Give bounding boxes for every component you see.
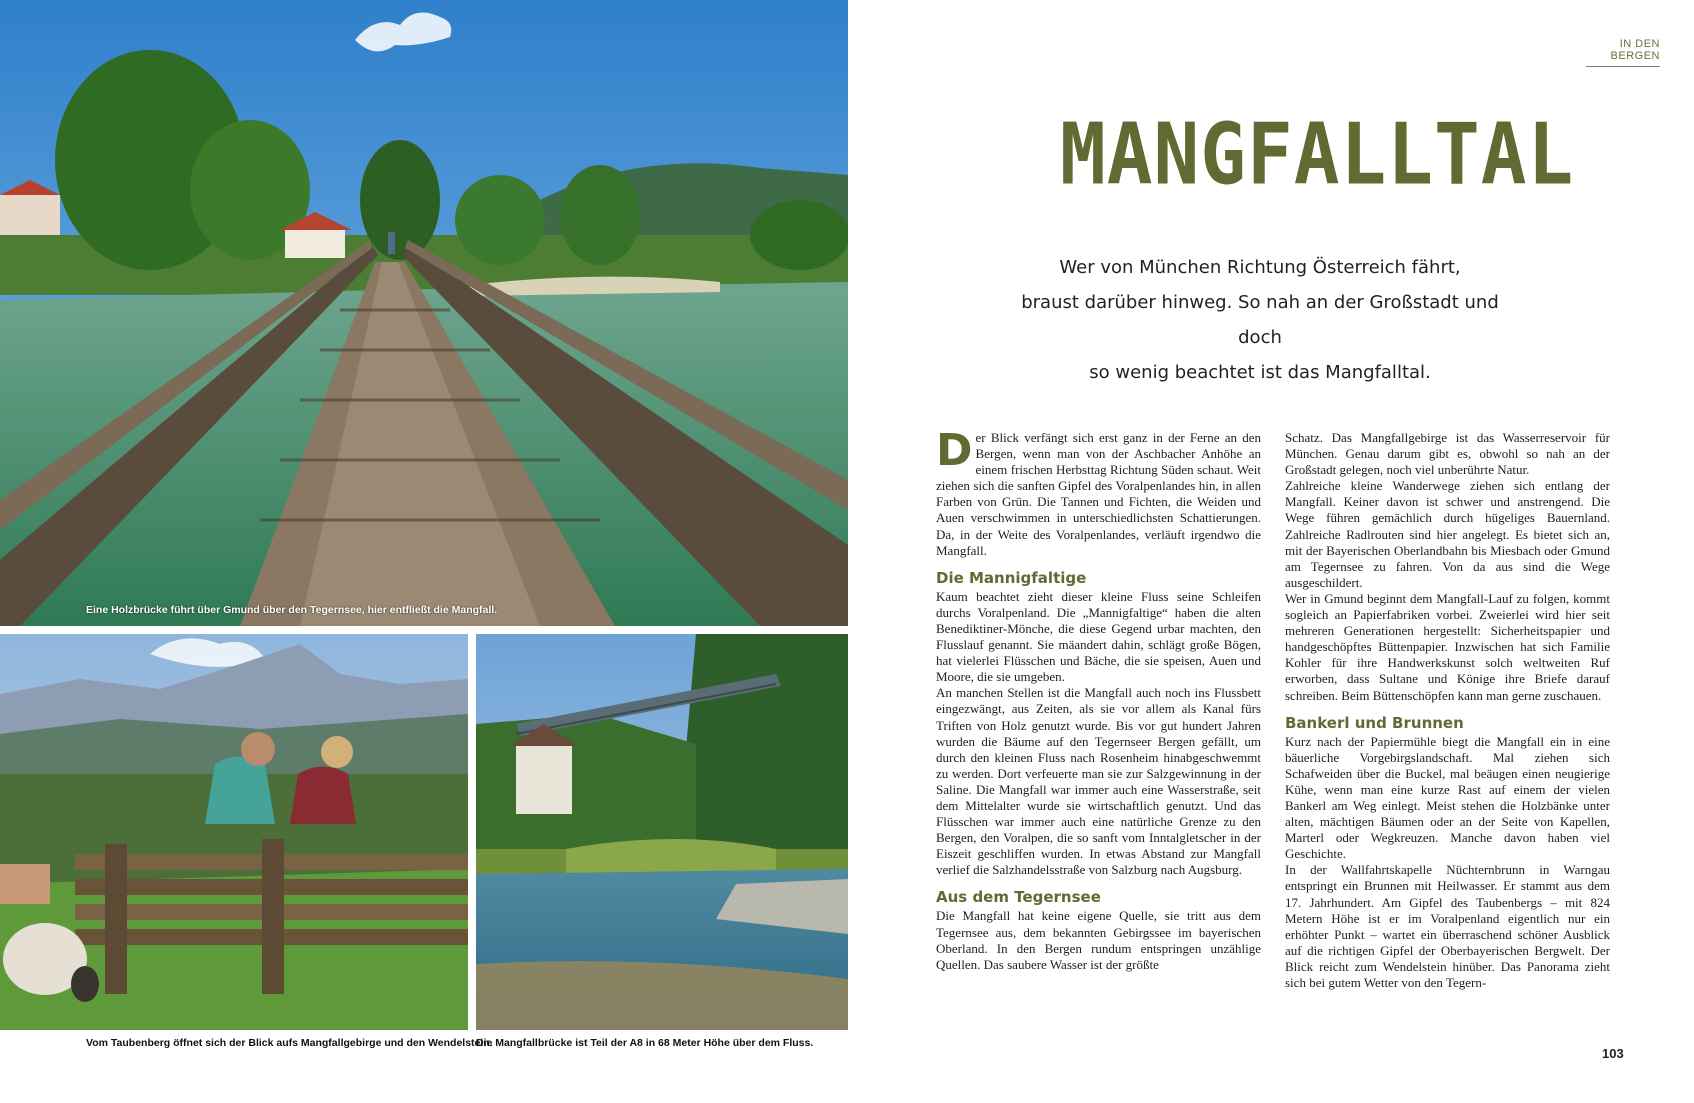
- intro-text: [1010, 250, 1510, 390]
- subheading: Bankerl und Brunnen: [1285, 713, 1464, 732]
- paragraph: Wer in Gmund beginnt dem Mangfall-Lauf zu folgen, kommt sogleich an Papierfabriken vorbei. Zweierlei wird hier seit mehreren Generationen hergestellt: Sicherheitspapier und handgeschöpftes Büttenpapier. Inzwischen hat sich Familie Kohler für ihre Handwerkskunst solch weltweiten Ruf erworben, dass Sultane und Könige ihre Briefe darauf schreiben. Beim Büttenschöpfen kann man gerne zuschauen.: [1285, 590, 1610, 703]
- river-photo-caption: Die Mangfallbrücke ist Teil der A8 in 68 Meter Höhe über dem Fluss.: [476, 1037, 814, 1049]
- paragraph: Kaum beachtet zieht dieser kleine Fluss seine Schleifen durchs Voralpenland. Die „Mannigfaltige“ haben die alten Benediktiner-Mönche, die diese Gegend urbar machten, den Flusslauf genannt. Sie mäandert dahin, schlägt große Bögen, hat vielerlei Flüsschen und Bäche, die sie speisen, Auen und Moore, die sie umgeben.: [936, 588, 1261, 685]
- section-tag: IN DEN BERGEN: [1586, 38, 1660, 67]
- paragraph: Schatz. Das Mangfallgebirge ist das Wasserreservoir für München. Genau darum gibt es, obwohl so nah an der Großstadt gelegen, noch viel unberührte Natur.: [1285, 430, 1610, 478]
- paragraph: Die Mangfall hat keine eigene Quelle, sie tritt aus dem Tegernsee aus, dem bekannten Gebirgssee im bayerischen Oberland. In den Bergen rundum entspringen unzählige Quellen. Das saubere Wasser ist der größte: [936, 908, 1261, 972]
- paragraph: Kurz nach der Papiermühle biegt die Mangfall ein in eine bäuerliche Vorgebirgslandschaft. Mal ziehen sich Schafweiden über die Buckel, mal beäugen einen neugierige Kühe, wenn man eine kurze Rast auf einem der vielen Bankerl am Weg einlegt. Meist stehen die Holzbänke unter alten, mächtigen Bäumen oder an der Seite von Kapellen, Marterl oder Wegkreuzen. Manche davon haben viel Geschichte.: [1285, 733, 1610, 862]
- bench-photo-caption: Vom Taubenberg öffnet sich der Blick aufs Mangfallgebirge und den Wendelstein.: [86, 1037, 493, 1049]
- body-column-left: [936, 425, 1261, 973]
- paragraph: In der Wallfahrtskapelle Nüchternbrunn in Warngau entspringt ein Brunnen mit Heilwasser. Er stammt aus dem 17. Jahrhundert. Am Gipfel des Taubenbergs – mit 824 Metern Höhe ist er im Voralpenland eigentlich nur ein erhöhter Punkt – wartet ein überraschend schöner Ausblick auf die richtigen Gipfel der Oberbayerischen Bergwelt. Der Blick reicht zum Wendelstein hinüber. Das Panorama zieht sich bei gutem Wetter von den Tegern-: [1285, 862, 1610, 990]
- bridge-photo: [0, 0, 848, 626]
- paragraph: er Blick verfängt sich erst ganz in der Ferne an den Bergen, wenn man von der Aschbacher Anhöhe an einem frischen Herbsttag Richtung Süden schaut. Weit ziehen sich die sanften Gipfel des Voralpenlandes hin, in allen Farben von Grün. Die Tannen und Fichten, die Weiden und Auen verschwimmen in unterschiedlichsten Schattierungen. Da, in der Weite des Voralpenlandes, verläuft irgendwo die Mangfall.: [936, 430, 1261, 558]
- paragraph: Zahlreiche kleine Wanderwege ziehen sich entlang der Mangfall. Keiner davon ist schwer und anstrengend. Die Wege führen gemächlich durch hügeliges Bauernland. Zahlreiche Radlrouten sind hier angelegt. Es bietet sich an, mit der Bayerischen Oberlandbahn bis Miesbach oder Gmund am Tegernsee zu fahren. Von da aus sind die Wege ausgeschildert.: [1285, 478, 1610, 590]
- intro-line: Wer von München Richtung Österreich fährt,: [1059, 257, 1461, 278]
- page-number: 103: [1602, 1046, 1624, 1061]
- body-column-right: [1285, 430, 1610, 991]
- page-title: MANGFALLTAL: [1060, 104, 1575, 204]
- paragraph: An manchen Stellen ist die Mangfall auch noch ins Flussbett eingezwängt, aus Zeiten, als sie vor allem als Kanal fürs Triften von Holz genutzt wurde. Bis vor gut hundert Jahren wurden die Bäume auf den Tegernseer Bergen gefällt, um durch den kleinen Fluss nach Rosenheim hinabgeschwemmt zu werden. Dort verfeuerte man sie zur Salzgewinnung in der Saline. Die Mangfall war immer auch eine Wasserstraße, seit dem Mittelalter wurde sie wirtschaftlich genutzt. Und das Flüsschen war immer auch eine natürliche Grenze zu den Bergen, den Voralpen, die so sanft vom Inntalgletscher in der Eiszeit geschliffen wurden. In etwas Abstand zur Mangfall verlief die Salzhandelsstraße von Salzburg nach Augsburg.: [936, 685, 1261, 878]
- intro-line: so wenig beachtet ist das Mangfalltal.: [1089, 362, 1431, 383]
- intro-line: braust darüber hinweg. So nah an der Großstadt und doch: [1021, 292, 1499, 348]
- river-photo: [476, 634, 848, 1030]
- subheading: Die Mannigfaltige: [936, 568, 1087, 587]
- bench-photo: [0, 634, 468, 1030]
- bridge-photo-caption: Eine Holzbrücke führt über Gmund über den Tegernsee, hier entfließt die Mangfall.: [86, 604, 498, 616]
- drop-cap: D: [936, 425, 973, 476]
- subheading: Aus dem Tegernsee: [936, 888, 1101, 907]
